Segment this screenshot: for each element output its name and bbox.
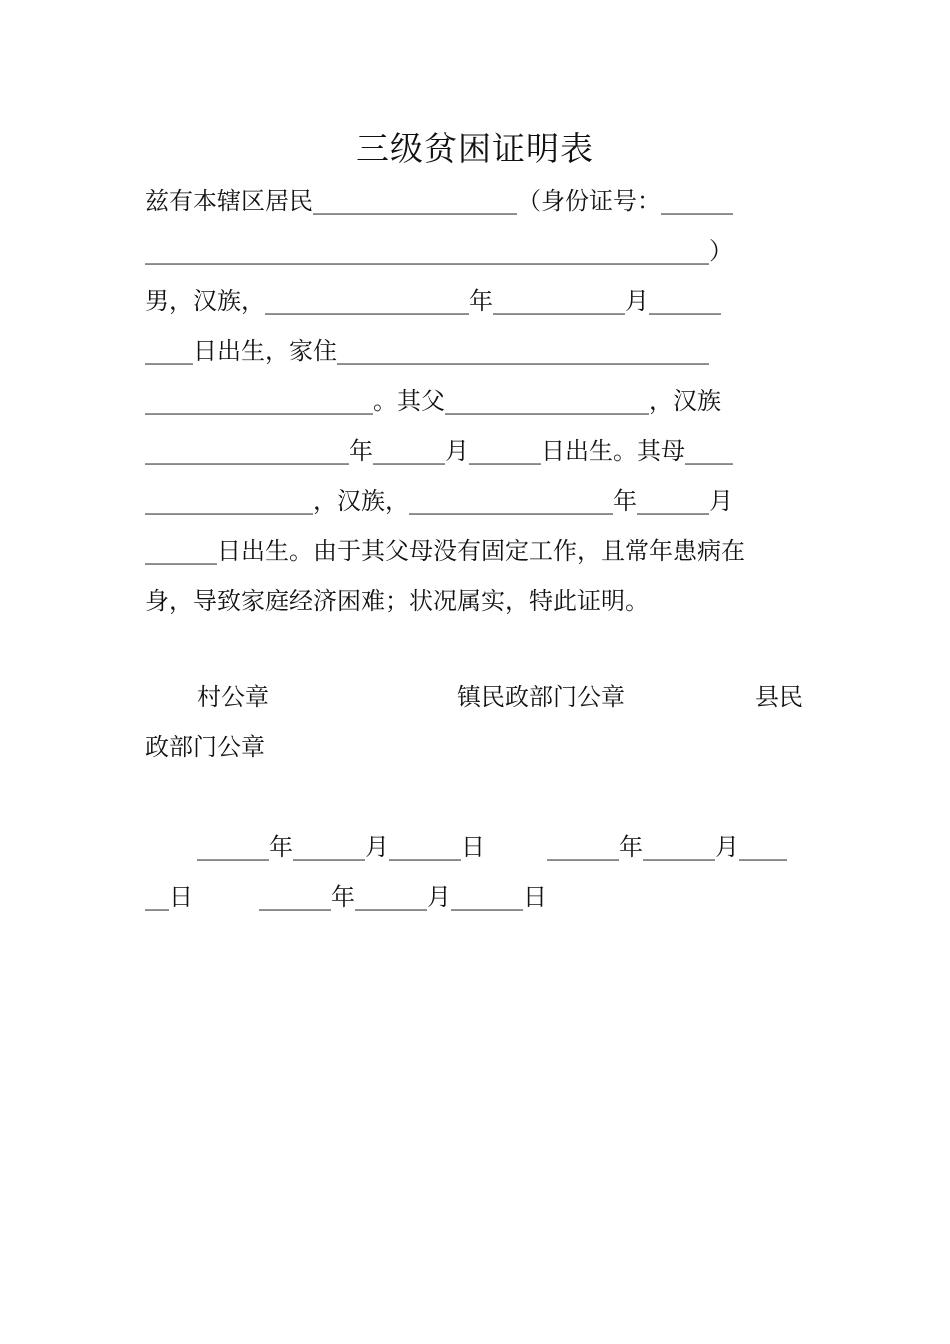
village-date: ______年______月______日 [197, 833, 485, 861]
body-line-5: ___________________。其父_________________，汉族 [145, 387, 721, 415]
town-date: ______年______月____ [547, 833, 787, 861]
seal-row [0, 682, 950, 712]
date-row-2 [0, 882, 950, 1002]
county-seal-label-part2: 政部门公章 [145, 733, 265, 761]
body-line-8: ______日出生。由于其父母没有固定工作，且常年患病在 [145, 537, 745, 565]
body-line-7: ______________，汉族，_________________年______月 [145, 487, 733, 515]
county-date: ______年______月______日 [259, 883, 547, 911]
village-seal-label: 村公章 [197, 683, 269, 711]
town-seal-label: 镇民政部门公章 [457, 683, 625, 711]
body-line-9: 身，导致家庭经济困难；状况属实，特此证明。 [145, 587, 649, 615]
body-line-2: _______________________________________________） [145, 237, 733, 265]
document-title: 三级贫困证明表 [356, 129, 594, 168]
body-line-3: 男，汉族，_________________年___________月______ [145, 287, 721, 315]
town-date-end: __日 [145, 883, 193, 911]
body-line-6: _________________年______月______日出生。其母____ [145, 437, 733, 465]
body-line-1: 兹有本辖区居民_________________（身份证号：______ [145, 187, 733, 215]
body-line-4: ____日出生，家住_______________________________ [145, 337, 709, 365]
county-seal-label-part1: 县民 [755, 683, 803, 711]
